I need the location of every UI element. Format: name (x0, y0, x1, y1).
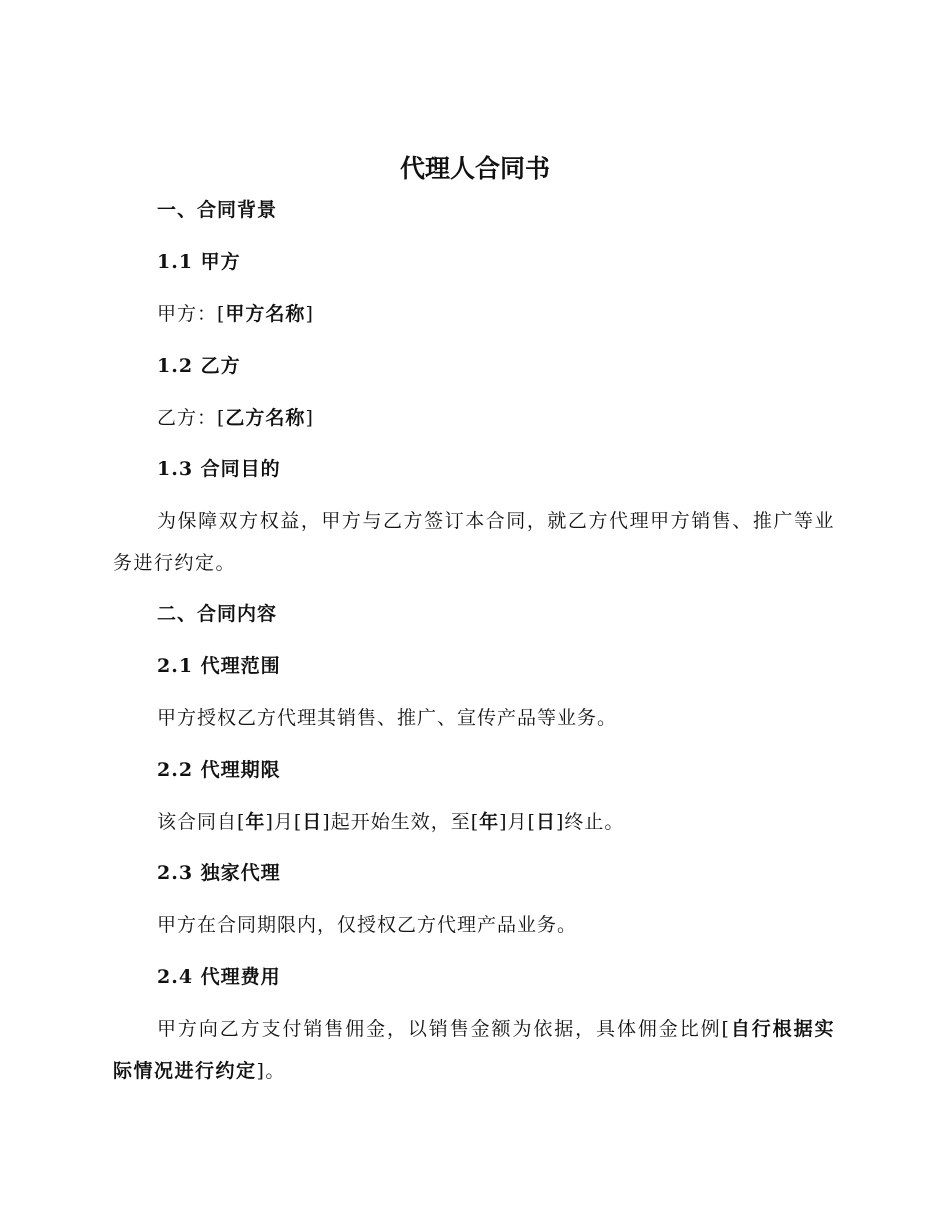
section-1-1-heading: 1.1 甲方 (157, 251, 241, 273)
agency-fee-text-a: 甲方向乙方支付销售佣金，以销售金额为依据，具体佣金比例[ (157, 1018, 731, 1040)
start-day-placeholder: 日 (302, 811, 323, 833)
period-text-1: 该合同自[ (157, 811, 246, 833)
section-2-3-heading: 2.3 独家代理 (157, 862, 281, 884)
agency-period-text (157, 807, 624, 837)
agency-scope-text: 甲方授权乙方代理其销售、推广、宣传产品等业务。 (157, 707, 618, 729)
period-text-2: ]月[ (265, 811, 303, 833)
section-1-2-heading: 1.2 乙方 (157, 355, 241, 377)
contract-purpose-paragraph: 为保障双方权益，甲方与乙方签订本合同，就乙方代理甲方销售、推广等业务进行约定。 (113, 510, 835, 574)
agency-fee-paragraph (113, 1008, 835, 1092)
section-1-3-heading: 1.3 合同目的 (157, 458, 281, 480)
commission-ratio-placeholder: 自行根据实际情况进行约定 (113, 1018, 835, 1082)
end-day-placeholder: 日 (535, 811, 556, 833)
section-2-heading: 二、合同内容 (157, 603, 278, 625)
period-text-3: ]起开始生效，至[ (322, 811, 480, 833)
end-year-placeholder: 年 (479, 811, 500, 833)
period-text-5: ]终止。 (555, 811, 625, 833)
party-b-name-placeholder: 乙方名称 (225, 407, 306, 429)
start-year-placeholder: 年 (245, 811, 266, 833)
party-a-line (157, 299, 314, 329)
document-title: 代理人合同书 (399, 154, 550, 183)
party-b-close: ] (305, 407, 314, 429)
section-2-2-heading: 2.2 代理期限 (157, 759, 281, 781)
section-2-1-heading: 2.1 代理范围 (157, 655, 281, 677)
party-b-line (157, 403, 314, 433)
party-a-name-placeholder: 甲方名称 (225, 303, 306, 325)
section-1-heading: 一、合同背景 (157, 199, 278, 221)
exclusive-agency-text: 甲方在合同期限内，仅授权乙方代理产品业务。 (157, 914, 578, 936)
section-2-4-heading: 2.4 代理费用 (157, 966, 281, 988)
party-a-label: 甲方：[ (157, 303, 226, 325)
agency-fee-text-c: ]。 (256, 1060, 286, 1082)
party-b-label: 乙方：[ (157, 407, 226, 429)
party-a-close: ] (305, 303, 314, 325)
period-text-4: ]月[ (499, 811, 536, 833)
